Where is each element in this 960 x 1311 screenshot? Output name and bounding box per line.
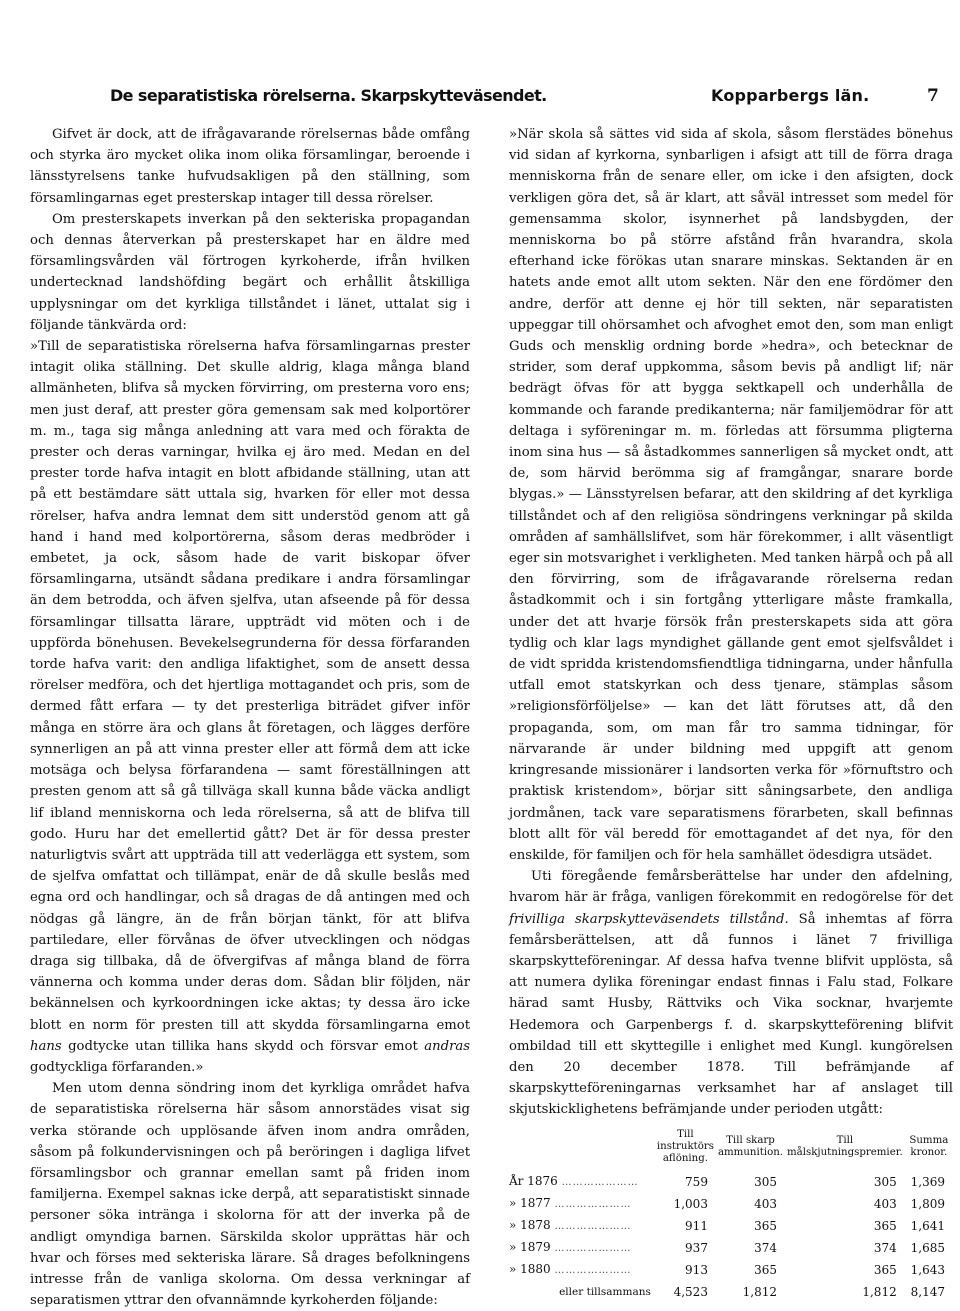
paragraph: »När skola så sättes vid sida af skola, såsom flerstädes bönehus vid sidan af kyrkorna, synbarligen i afsigt att till de förra draga menniskorna från de senare eller, om icke i den afsigten, dock verkligen göra det, så är klart, att såväl intresset som medel för gemensamma skolor, isynnerhet på landsbygden, der menniskorna bo på större afstånd från hvarandra, skola efterhand icke förökas utan snarare minskas. Sektanden är en hatets ande emot allt utom sekten. När den ene fördömer den andre, derför att denne ej hör till sekten, när separatisten uppeggar till ohörsamhet och afvoghet emot den, som man enligt Guds och mensklig ordning borde »hedra», och betecknar de strider, som deraf uppkomma, såsom bevis på andligt lif; när bedrägt öfvas för att bygga sektkapell och underhålla de kommande och farande predikanterna; när familjemödrar för att deltaga i syföreningar m. m. förledas att försumma pligterna inom sina hus — så åstadkommes sannerligen så mycket ondt, att de, som härvid berömma sig af framgångar, snarare borde blygas.» — Länsstyrelsen befarar, att den skildring af det kyrkliga tillståndet och af den religiösa söndringens verkningar på skilda områden af samhällslifvet, som här förekommer, i allt väsentligt eger sin motsvarighet i verkligheten. Med tanken härpå och på all den förvirring, som de ifrågavarande rörelserna redan åstadkommit och i sin fortgång ytterligare måste framkalla, under det att hvarje försök från presterskapets sida att göra tydlig och klar lags myndighet gällande gent emot sjelfsvåldet i de vidt spridda kristendomsfiendtliga tidningarna, under hånfulla utfall emot statskyrkan och dess tjenare, stämplas såsom »religionsförföljelse» — kan det lätt förutses att, då den propaganda, som, om man får tro samma tidningar, för närvarande är under bildning med uppgift att genom kringresande missionärer i landsorten verka för »förnuftstro och praktisk kristendom», börjar sitt såningsarbete, den andliga jordmånen, tack vare separatismens förarbeten, skall befinnas blott allt för väl beredd för emottagandet af det nya, för den enskilde, för familjen och för hela samhället ödesdigra utsädet.: [509, 127, 953, 863]
column-header: Till instruktörs aflöning.: [656, 1128, 714, 1164]
table-row: » 1877 ………………… 1,003 403 403 1,809: [509, 1193, 953, 1215]
row-label: » 1880: [509, 1262, 551, 1277]
quote-text: »Till de separatistiska rörelserna hafva församlingarnas prester intagit olika ställning. Det skulle aldrig, klaga många bland allmänheten, blifva så mycken förvirring, om presterna voro ens; men just deraf, att prester göra gemensam sak med kolportörer m. m., taga sig många anledning att vara med och förakta de prester och deras varningar, hvilka ej äro med. Medan en del prester torde hafva intagit en blott afbidande ställning, utan att på ett bestämdare sätt uttala sig, hvarken för eller mot dessa rörelser, hafva andra lemnat dem sitt understöd genom att gå hand i hand med kolportörerna, såsom deras medbröder i embetet, ja ock, såsom hade de varit biskopar öfver församlingarna, utsändt sådana predikare i andra församlingar än dem betrodda, och äfven sjelfva, utan afseende på för dessa församlingar tillsatta lärare, uppträdt vid möten och i de uppförda bönehusen. Bevekelsegrunderna för dessa förfaranden torde hafva varit: den andliga lifaktighet, som de ansett dessa rörelser medföra, och det hjertliga mottagandet och pris, som de dermed fått erfara — ty det presterliga biträdet gifver inför många en större ära och glans åt företagen, och lägges derföre synnerligen an på att vinna prester eller att förmå dem att icke motsäga och belysa förfarandena — samt föreställningen att presten genom att så gå tillväga skall kunna både väcka andligt lif ibland menniskorna och leda rörelserna, så att de blifva till godo. Huru har det emellertid gått? Det är för dessa prester naturligtvis svårt att uppträda till att vederlägga ett system, som de sjelfva omfattat och tillämpat, enär de då skulle beslås med egna ord och handlingar, och så dragas de då antingen med och nödgas gå längre, än de från början tänkt, för att blifva partiledare, eller förvånas de öfver utvecklingen och nödgas draga sig tillbaka, då de öfvergifvas af många bland de förra vännerna och komma under deras dom. Sådan blir följden, när bekännelsen och kyrkoordningen icke aktas; ty dessa äro icke blott en norm för presten till att skydda församlingarna emot: [30, 339, 470, 1033]
table-cell: 1,809: [910, 1196, 945, 1211]
grant-table: [509, 1129, 953, 1304]
running-header: [0, 86, 960, 110]
table-cell: 913: [685, 1263, 708, 1278]
row-label: » 1877: [509, 1195, 551, 1210]
table-cell: 937: [685, 1241, 708, 1256]
table-cell: 305: [873, 1174, 897, 1189]
total-label: eller tillsammans: [559, 1286, 651, 1299]
table-row: År 1876 ………………… 759 305 305 1,369: [509, 1171, 953, 1193]
page-number: 7: [927, 86, 939, 106]
table-cell: 365: [754, 1263, 778, 1278]
table-cell: 403: [873, 1196, 897, 1211]
table-cell: 1,369: [910, 1174, 945, 1189]
header-right-title: Kopparbergs län.: [711, 86, 870, 105]
right-column: [509, 124, 953, 1304]
total-cell: 1,812: [862, 1285, 897, 1300]
row-label: » 1879: [509, 1240, 551, 1255]
paragraph: Men utom denna söndring inom det kyrkliga området hafva de separatistiska rörelserna här såsom annorstädes visat sig verka störande och upplösande äfven inom andra områden, såsom på folkundervisningen och på beröringen i dagliga lifvet församlingsbor och grannar emellan samt på friden inom familjerna. Exempel saknas icke derpå, att separatistiskt sinnade personer söka intränga i skolorna för att der inverka på de andligt omyndiga barnen. Särskilda skolor upprättas här och hvar och förses med sekteriska lärare. Så drages befolkningens intresse från de vanliga skolorna. Om dessa verkningar af separatismen yttrar den ofvannämnde kyrkoherden följande:: [30, 1081, 470, 1309]
emphasis-andras: andras: [424, 1038, 470, 1054]
table-cell: 1,641: [910, 1218, 945, 1233]
table-total-row: [509, 1282, 953, 1304]
paragraph: Gifvet är dock, att de ifrågavarande rörelsernas både omfång och styrka äro mycket olika inom olika församlingar, beroende i länsstyrelsens tanke hufvudsakligen på den ställning, som församlingarnas eget presterskap intager till dessa rörelser.: [30, 127, 470, 206]
table-cell: 374: [873, 1241, 897, 1256]
table-header-row: [509, 1129, 953, 1171]
header-left-title: De separatistiska rörelserna. Skarpskytteväsendet.: [110, 86, 547, 105]
table-cell: 1,685: [910, 1241, 945, 1256]
quote-paragraph: »Till de separatistiska rörelserna hafva församlingarnas prester intagit olika ställning. Det skulle aldrig, klaga många bland allmänheten, blifva så mycken förvirring, om presterna voro ens; men just deraf, att prester göra gemensam sak med kolportörer m. m., taga sig många anledning att vara med och förakta de prester och deras varningar, hvilka ej äro med. Medan en del prester torde hafva intagit en blott afbidande ställning, utan att på ett bestämdare sätt uttala sig, hvarken för eller mot dessa rörelser, hafva andra lemnat dem sitt understöd genom att gå hand i hand med kolportörerna, såsom deras medbröder i embetet, ja ock, såsom hade de varit biskopar öfver församlingarna, utsändt sådana predikare i andra församlingar än dem betrodda, och äfven sjelfva, utan afseende på för dessa församlingar tillsatta lärare, uppträdt vid möten och i de uppförda bönehusen. Bevekelsegrunderna för dessa förfaranden torde hafva varit: den andliga lifaktighet, som de ansett dessa rörelser medföra, och det hjertliga mottagandet och pris, som de dermed fått erfara — ty det presterliga biträdet gifver inför många en större ära och glans åt företagen, och lägges derföre synnerligen an på att vinna prester eller att förmå dem att icke motsäga och belysa förfarandena — samt föreställningen att presten genom att så gå tillväga skall kunna både väcka andligt lif ibland menniskorna och leda rörelserna, så att de blifva till godo. Huru har det emellertid gått? Det är för dessa prester naturligtvis svårt att uppträda till att vederlägga ett system, som de sjelfva omfattat och tillämpat, enär de då skulle beslås med egna ord och handlingar, och så dragas de då antingen med och nödgas gå längre, än de från början tänkt, för att blifva partiledare, eller förvånas de öfver utvecklingen och nödgas draga sig tillbaka, då de öfvergifvas af många bland de förra vännerna och komma under deras dom. Sådan blir följden, när bekännelsen och kyrkoordningen icke aktas; ty dessa äro icke blott en norm för presten till att skydda församlingarna emot hans godtycke utan tillika hans skydd och försvar emot andras godtyckliga förfaranden.»: [30, 339, 470, 1075]
table-cell: 374: [754, 1241, 778, 1256]
column-header: Summa kronor.: [909, 1134, 949, 1158]
table-cell: 365: [873, 1263, 897, 1278]
table-cell: 1,003: [673, 1196, 708, 1211]
table-cell: 911: [685, 1218, 708, 1233]
row-label: År 1876: [509, 1173, 558, 1188]
emphasis-hans: hans: [30, 1038, 62, 1054]
total-cell: 4,523: [673, 1285, 708, 1300]
table-row: » 1880 ………………… 913 365 365 1,643: [509, 1259, 953, 1281]
table-cell: 365: [754, 1218, 778, 1233]
table-cell: 403: [754, 1196, 778, 1211]
table-cell: 759: [685, 1174, 708, 1189]
total-cell: 1,812: [742, 1285, 778, 1300]
paragraph: Om presterskapets inverkan på den sekteriska propagandan och dennas återverkan på presterskapet har en äldre med församlingsvården väl förtrogen kyrkoherde, ifrån hvilken undertecknad landshöfding begärt och erhållit åtskilliga upplysningar om det kyrkliga tillståndet i länet, uttalat sig i följande tänkvärda ord:: [30, 211, 470, 333]
table-cell: 1,643: [910, 1263, 945, 1278]
emphasis-skarpskytte: frivilliga skarpskytteväsendets tillstånd.: [509, 911, 789, 927]
total-cell: 8,147: [910, 1285, 945, 1300]
table-row: » 1878 ………………… 911 365 365 1,641: [509, 1215, 953, 1237]
table-cell: 305: [754, 1174, 778, 1189]
left-column: [30, 124, 470, 1311]
table-row: » 1879 ………………… 937 374 374 1,685: [509, 1237, 953, 1259]
table-cell: 365: [873, 1218, 897, 1233]
column-header: Till skarp ammunition.: [717, 1134, 784, 1158]
column-header: Till målskjutningspremier.: [787, 1134, 903, 1158]
row-label: » 1878: [509, 1217, 551, 1232]
paragraph: Uti föregående femårsberättelse har under den afdelning, hvarom här är fråga, vanligen förekommit en redogörelse för det frivilliga skarpskytteväsendets tillstånd. Så inhemtas af förra femårsberättelsen, att då funnos i länet 7 frivilliga skarpskytteföreningar. Af dessa hafva tvenne blifvit upplösta, så att numera dylika föreningar endast finnas i Falu stad, Folkare härad samt Husby, Rättviks och Vika socknar, hvarjemte Hedemora och Garpenbergs f. d. skarpskytteförening blifvit ombildad till ett skyttegille i enlighet med Kungl. kungörelsen den 20 december 1878. Till befrämjande af skarpskytteföreningarnas verksamhet har af anslaget till skjutskicklighetens befrämjande under perioden utgått:: [509, 869, 953, 1118]
